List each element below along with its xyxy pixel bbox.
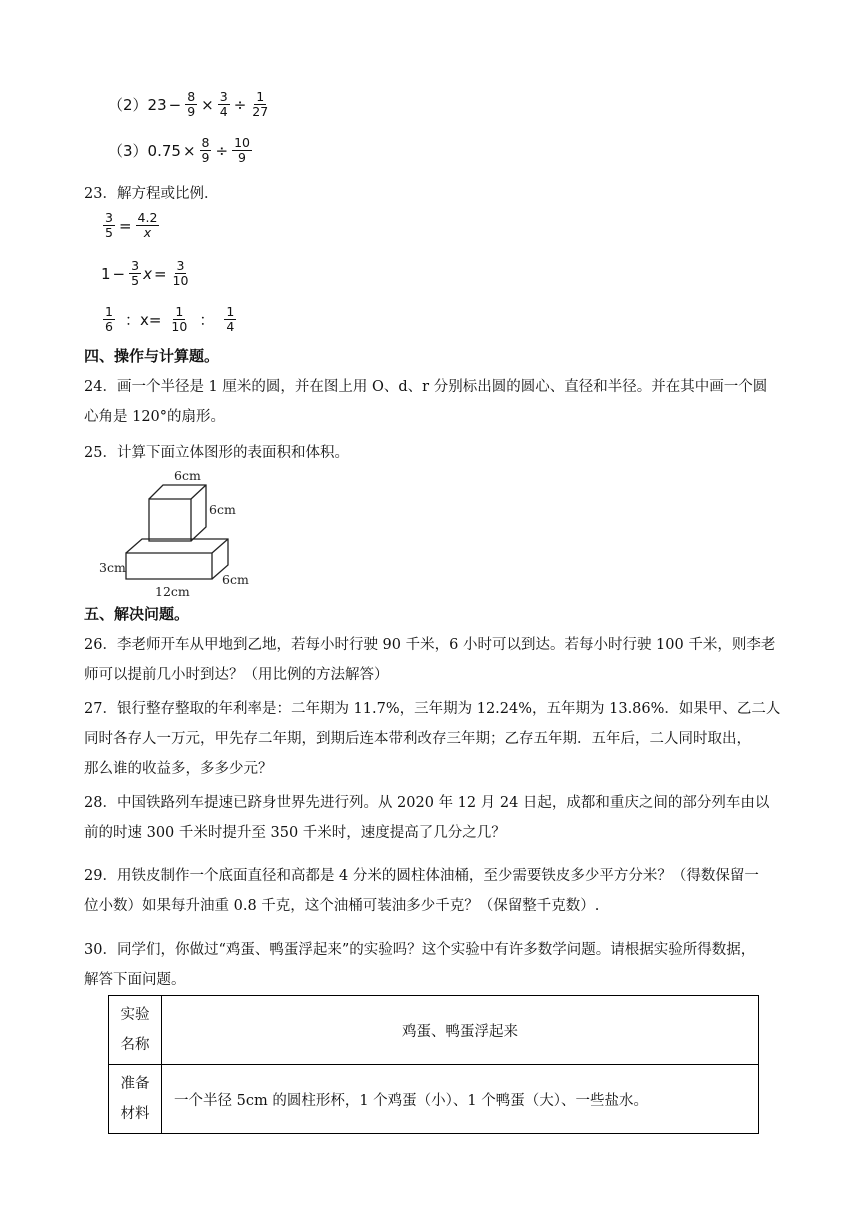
- section-4-heading: 四、操作与计算题。: [84, 347, 220, 365]
- q22-part2: （2） 23 − $\frac{8}{9}$ × $\frac{3}{4}$ ÷ $\frac{1}{27}$: [108, 89, 269, 119]
- q28-line1: 28．中国铁路列车提速已跻身世界先进行列。从 2020 年 12 月 24 日起，成都和重庆之间的部分列车由以: [84, 795, 770, 811]
- table-row: [109, 996, 759, 1065]
- fraction: $\frac{3}{4}$: [219, 89, 228, 119]
- table-row: [109, 1065, 759, 1134]
- q29-line1: 29．用铁皮制作一个底面直径和高都是 4 分米的圆柱体油桶，至少需要铁皮多少平方分米？（得数保留一: [84, 868, 759, 884]
- q24-line2: 心角是 120°的扇形。: [84, 409, 226, 425]
- label-depth: 6cm: [222, 572, 249, 587]
- row-label: 准备 材料: [109, 1065, 162, 1134]
- q30-line2: 解答下面问题。: [84, 972, 186, 988]
- row-label: 实验 名称: [109, 996, 162, 1065]
- q23-equation-1: $\frac{3}{5}$ = $\frac{4.2}{x}$: [105, 210, 158, 240]
- q23-equation-3: $\frac{1}{6}$ ：x= $\frac{1}{10}$ ： $\frac{1}{4}$: [105, 304, 235, 334]
- q22-part3: （3） 0.75 × $\frac{8}{9}$ ÷ $\frac{10}{9}$: [108, 135, 250, 165]
- solid-figure: [96, 462, 256, 602]
- q27-line1: 27．银行整存整取的年利率是：二年期为 11.7%，三年期为 12.24%，五年期为 13.86%．如果甲、乙二人: [84, 701, 781, 717]
- q26-line2: 师可以提前几小时到达？（用比例的方法解答）: [84, 667, 389, 683]
- label-top: 6cm: [174, 468, 201, 483]
- section-5-heading: 五、解决问题。: [84, 605, 190, 623]
- q27-line3: 那么谁的收益多，多多少元？: [84, 761, 273, 777]
- q24-line1: 24．画一个半径是 1 厘米的圆，并在图上用 O、d、r 分别标出圆的圆心、直径和半径。并在其中画一个圆: [84, 379, 768, 395]
- q25-text: 25．计算下面立体图形的表面积和体积。: [84, 445, 349, 461]
- fraction: $\frac{8}{9}$: [201, 135, 210, 165]
- q23-equation-2: 1 − $\frac{3}{5}$ x = $\frac{3}{10}$: [101, 258, 189, 288]
- q26-line1: 26．李老师开车从甲地到乙地，若每小时行驶 90 千米，6 小时可以到达。若每小时行驶 100 千米，则李老: [84, 637, 776, 653]
- label-left: 3cm: [99, 560, 126, 575]
- fraction: $\frac{1}{27}$: [252, 89, 269, 119]
- experiment-table: [108, 995, 759, 1134]
- fraction: $\frac{10}{9}$: [234, 135, 250, 165]
- part-label: （3）: [108, 142, 148, 160]
- fraction: $\frac{8}{9}$: [187, 89, 196, 119]
- q23-title: 23．解方程或比例．: [84, 186, 219, 202]
- q27-line2: 同时各存人一万元，甲先存二年期，到期后连本带利改存三年期；乙存五年期．五年后，二人同时取出，: [84, 731, 751, 747]
- part-label: （2）: [108, 96, 148, 114]
- label-bottom: 12cm: [155, 584, 190, 599]
- row-value: 鸡蛋、鸭蛋浮起来: [162, 996, 759, 1065]
- label-right: 6cm: [209, 502, 236, 517]
- q30-line1: 30．同学们，你做过“鸡蛋、鸭蛋浮起来”的实验吗？这个实验中有许多数学问题。请根据实验所得数据，: [84, 942, 756, 958]
- q29-line2: 位小数）如果每升油重 0.8 千克，这个油桶可装油多少千克？（保留整千克数）.: [84, 898, 600, 914]
- row-value: 一个半径 5cm 的圆柱形杯，1 个鸡蛋（小）、1 个鸭蛋（大）、一些盐水。: [162, 1065, 759, 1134]
- q28-line2: 前的时速 300 千米时提升至 350 千米时，速度提高了几分之几？: [84, 825, 506, 841]
